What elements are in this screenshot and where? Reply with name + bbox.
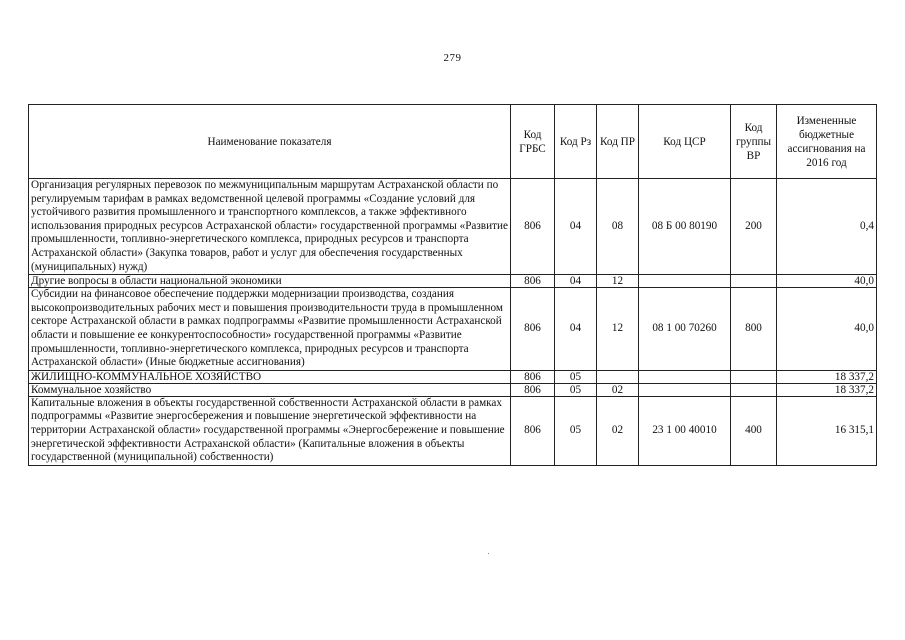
row-pr: 12	[597, 288, 639, 371]
row-rz: 05	[555, 370, 597, 383]
row-amount: 16 315,1	[777, 396, 877, 465]
header-name: Наименование показателя	[29, 105, 511, 179]
row-vr: 400	[731, 396, 777, 465]
row-pr: 02	[597, 396, 639, 465]
row-grbs: 806	[511, 275, 555, 288]
row-csr: 23 1 00 40010	[639, 396, 731, 465]
table-row	[29, 288, 877, 371]
row-csr	[639, 370, 731, 383]
header-csr: Код ЦСР	[639, 105, 731, 179]
header-grbs: Код ГРБС	[511, 105, 555, 179]
row-pr: 08	[597, 179, 639, 275]
row-vr	[731, 383, 777, 396]
header-amount: Измененные бюджетные ассигнования на 2016 год	[777, 105, 877, 179]
row-name: Капитальные вложения в объекты государственной собственности Астраханской области в рамках подпрограммы «Развитие энергосбережения и повышение энергетической эффективности на территории Астраханской области» государственной программы «Энергосбережение и повышение энергетической эффективности Астраханской области» (Капитальные вложения в объекты государственной (муниципальной) собственности)	[29, 396, 511, 465]
header-rz: Код Рз	[555, 105, 597, 179]
table-row	[29, 383, 877, 396]
row-grbs: 806	[511, 179, 555, 275]
row-csr	[639, 383, 731, 396]
row-name: Другие вопросы в области национальной экономики	[29, 275, 511, 288]
budget-allocations-table	[28, 104, 877, 466]
row-csr: 08 1 00 70260	[639, 288, 731, 371]
row-grbs: 806	[511, 383, 555, 396]
row-amount: 40,0	[777, 288, 877, 371]
row-rz: 04	[555, 179, 597, 275]
scan-speck	[488, 553, 489, 554]
header-pr: Код ПР	[597, 105, 639, 179]
row-pr	[597, 370, 639, 383]
row-vr	[731, 370, 777, 383]
row-rz: 04	[555, 288, 597, 371]
row-vr: 800	[731, 288, 777, 371]
row-amount: 0,4	[777, 179, 877, 275]
row-name: Организация регулярных перевозок по межмуниципальным маршрутам Астраханской области по регулируемым тарифам в рамках ведомственной целевой программы «Создание условий для устойчивого развития промышленного и транспортного комплексов, а также эффективного использования природных ресурсов Астраханской области» государственной программы «Развитие промышленности, топливно-энергетического комплекса, природных ресурсов и транспорта Астраханской области» (Закупка товаров, работ и услуг для обеспечения государственных (муниципальных) нужд)	[29, 179, 511, 275]
page-number: 279	[443, 52, 462, 64]
table-row	[29, 275, 877, 288]
row-rz: 05	[555, 396, 597, 465]
row-rz: 04	[555, 275, 597, 288]
row-csr: 08 Б 00 80190	[639, 179, 731, 275]
row-vr: 200	[731, 179, 777, 275]
row-pr: 02	[597, 383, 639, 396]
row-pr: 12	[597, 275, 639, 288]
table-header-row	[29, 105, 877, 179]
row-grbs: 806	[511, 370, 555, 383]
row-rz: 05	[555, 383, 597, 396]
row-amount: 40,0	[777, 275, 877, 288]
row-name: Коммунальное хозяйство	[29, 383, 511, 396]
row-csr	[639, 275, 731, 288]
table-row	[29, 179, 877, 275]
row-vr	[731, 275, 777, 288]
row-grbs: 806	[511, 396, 555, 465]
header-vr: Код группы ВР	[731, 105, 777, 179]
row-name: ЖИЛИЩНО-КОММУНАЛЬНОЕ ХОЗЯЙСТВО	[29, 370, 511, 383]
row-amount: 18 337,2	[777, 370, 877, 383]
table-row	[29, 370, 877, 383]
row-name: Субсидии на финансовое обеспечение поддержки модернизации производства, создания высокопроизводительных рабочих мест и повышения производительности труда в промышленном секторе Астраханской области в рамках подпрограммы «Развитие промышленности Астраханской области и повышение ее конкурентоспособности» государственной программы «Развитие промышленности, топливно-энергетического комплекса, природных ресурсов и транспорта Астраханской области» (Иные бюджетные ассигнования)	[29, 288, 511, 371]
table-row	[29, 396, 877, 465]
row-grbs: 806	[511, 288, 555, 371]
row-amount: 18 337,2	[777, 383, 877, 396]
